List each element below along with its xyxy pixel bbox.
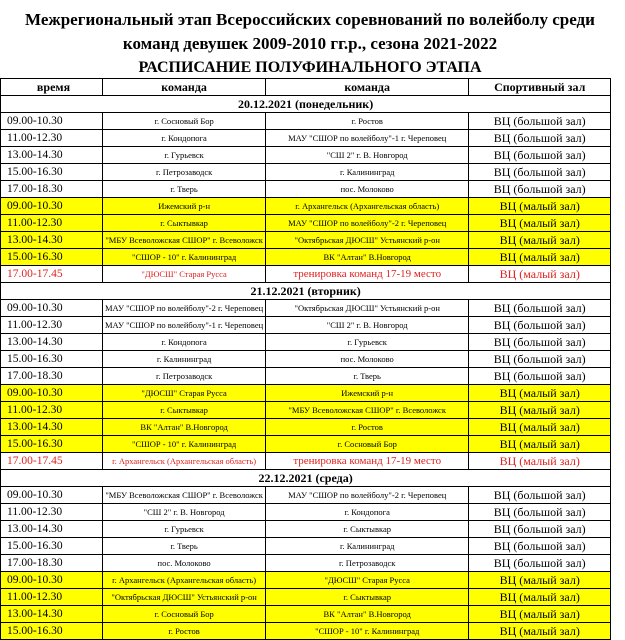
team1-cell[interactable]: "МБУ Всеволожская СШОР" г. Всеволожск	[103, 232, 266, 249]
team2-cell[interactable]: пос. Молоково	[266, 351, 469, 368]
team1-cell[interactable]: "СШОР - 10" г. Калининград	[103, 249, 266, 266]
team2-cell[interactable]: г. Калининград	[266, 538, 469, 555]
team2-cell[interactable]: МАУ "СШОР по волейболу"-2 г. Череповец	[266, 487, 469, 504]
team2-cell[interactable]: Ижемский р-н	[266, 385, 469, 402]
venue-cell[interactable]: ВЦ (большой зал)	[469, 334, 611, 351]
team2-cell[interactable]: МАУ "СШОР по волейболу"-1 г. Череповец	[266, 130, 469, 147]
team2-cell[interactable]: г. Петрозаводск	[266, 555, 469, 572]
team1-cell[interactable]: г. Тверь	[103, 181, 266, 198]
match-row	[0, 368, 611, 385]
match-row	[0, 487, 611, 504]
team2-cell[interactable]: "СШОР - 10" г. Калининград	[266, 623, 469, 640]
venue-cell[interactable]: ВЦ (малый зал)	[469, 385, 611, 402]
team1-cell[interactable]: г. Калининград	[103, 351, 266, 368]
match-row	[0, 215, 611, 232]
match-row	[0, 555, 611, 572]
team1-cell[interactable]: ВК "Алтан" В.Новгород	[103, 419, 266, 436]
match-row	[0, 606, 611, 623]
team1-cell[interactable]: "МБУ Всеволожская СШОР" г. Всеволожск	[103, 487, 266, 504]
match-time-cell[interactable]: 13.00-14.30	[1, 334, 103, 351]
match-row	[0, 351, 611, 368]
team1-cell[interactable]: г. Сосновый Бор	[103, 606, 266, 623]
venue-cell[interactable]: ВЦ (большой зал)	[469, 368, 611, 385]
team1-cell[interactable]: г. Сыктывкар	[103, 402, 266, 419]
match-time-cell[interactable]: 15.00-16.30	[1, 164, 103, 181]
match-row	[0, 521, 611, 538]
venue-cell[interactable]: ВЦ (малый зал)	[469, 453, 611, 470]
match-row	[0, 453, 611, 470]
day-header-row	[0, 283, 611, 300]
venue-column-header[interactable]: Спортивный зал	[469, 79, 611, 96]
match-row	[0, 300, 611, 317]
match-time-cell[interactable]: 11.00-12.30	[1, 130, 103, 147]
match-time-cell[interactable]: 17.00-17.45	[1, 453, 103, 470]
team1-cell[interactable]: пос. Молоково	[103, 555, 266, 572]
venue-cell[interactable]: ВЦ (малый зал)	[469, 402, 611, 419]
match-row	[0, 436, 611, 453]
day-header-row	[0, 470, 611, 487]
team2-cell[interactable]: г. Сосновый Бор	[266, 436, 469, 453]
match-time-cell[interactable]: 11.00-12.30	[1, 589, 103, 606]
day-date-cell[interactable]: 20.12.2021 (понедельник)	[1, 96, 611, 113]
team2-cell[interactable]: МАУ "СШОР по волейболу"-2 г. Череповец	[266, 215, 469, 232]
match-row	[0, 164, 611, 181]
team2-cell[interactable]: "СШ 2" г. В. Новгород	[266, 147, 469, 164]
team1-cell[interactable]: г. Ростов	[103, 623, 266, 640]
venue-cell[interactable]: ВЦ (большой зал)	[469, 317, 611, 334]
team2-cell[interactable]: г. Архангельск (Архангельская область)	[266, 198, 469, 215]
venue-cell[interactable]: ВЦ (малый зал)	[469, 572, 611, 589]
team2-column-header[interactable]: команда	[266, 79, 469, 96]
match-time-cell[interactable]: 09.00-10.30	[1, 572, 103, 589]
match-row	[0, 198, 611, 215]
venue-cell[interactable]: ВЦ (большой зал)	[469, 521, 611, 538]
venue-cell[interactable]: ВЦ (большой зал)	[469, 504, 611, 521]
team2-cell[interactable]: ВК "Алтан" В.Новгород	[266, 249, 469, 266]
venue-cell[interactable]: ВЦ (большой зал)	[469, 113, 611, 130]
team1-cell[interactable]: МАУ "СШОР по волейболу"-1 г. Череповец	[103, 317, 266, 334]
match-time-cell[interactable]: 13.00-14.30	[1, 147, 103, 164]
team1-cell[interactable]: г. Петрозаводск	[103, 164, 266, 181]
venue-cell[interactable]: ВЦ (большой зал)	[469, 538, 611, 555]
team1-cell[interactable]: "СШОР - 10" г. Калининград	[103, 436, 266, 453]
venue-cell[interactable]: ВЦ (малый зал)	[469, 249, 611, 266]
header-row	[0, 79, 611, 96]
match-row	[0, 385, 611, 402]
team1-cell[interactable]: "Октябрьская ДЮСШ" Устьянский р-он	[103, 589, 266, 606]
venue-cell[interactable]: ВЦ (малый зал)	[469, 623, 611, 640]
match-time-cell[interactable]: 09.00-10.30	[1, 385, 103, 402]
match-row	[0, 504, 611, 521]
venue-cell[interactable]: ВЦ (малый зал)	[469, 266, 611, 283]
team2-cell[interactable]: г. Сыктывкар	[266, 521, 469, 538]
venue-cell[interactable]: ВЦ (большой зал)	[469, 164, 611, 181]
team2-cell[interactable]: "Октябрьская ДЮСШ" Устьянский р-он	[266, 300, 469, 317]
team1-cell[interactable]: г. Кондопога	[103, 130, 266, 147]
team1-cell[interactable]: г. Сыктывкар	[103, 215, 266, 232]
team2-cell[interactable]: "МБУ Всеволожская СШОР" г. Всеволожск	[266, 402, 469, 419]
team2-cell[interactable]: ВК "Алтан" В.Новгород	[266, 606, 469, 623]
team1-cell[interactable]: "ДЮСШ" Старая Русса	[103, 266, 266, 283]
match-time-cell[interactable]: 09.00-10.30	[1, 487, 103, 504]
match-time-cell[interactable]: 09.00-10.30	[1, 113, 103, 130]
venue-cell[interactable]: ВЦ (большой зал)	[469, 181, 611, 198]
team1-cell[interactable]: г. Архангельск (Архангельская область)	[103, 453, 266, 470]
match-time-cell[interactable]: 17.00-18.30	[1, 555, 103, 572]
match-row	[0, 266, 611, 283]
schedule-body	[0, 79, 611, 640]
team2-cell[interactable]: г. Гурьевск	[266, 334, 469, 351]
team2-cell[interactable]: тренировка команд 17-19 место	[266, 453, 469, 470]
match-row	[0, 147, 611, 164]
team2-cell[interactable]: "Октябрьская ДЮСШ" Устьянский р-он	[266, 232, 469, 249]
team2-cell[interactable]: "СШ 2" г. В. Новгород	[266, 317, 469, 334]
venue-cell[interactable]: ВЦ (малый зал)	[469, 232, 611, 249]
match-time-cell[interactable]: 09.00-10.30	[1, 198, 103, 215]
team2-cell[interactable]: г. Тверь	[266, 368, 469, 385]
match-time-cell[interactable]: 17.00-18.30	[1, 181, 103, 198]
match-time-cell[interactable]: 11.00-12.30	[1, 504, 103, 521]
venue-cell[interactable]: ВЦ (большой зал)	[469, 487, 611, 504]
match-time-cell[interactable]: 13.00-14.30	[1, 232, 103, 249]
team2-cell[interactable]: г. Калининград	[266, 164, 469, 181]
venue-cell[interactable]: ВЦ (большой зал)	[469, 555, 611, 572]
match-time-cell[interactable]: 17.00-17.45	[1, 266, 103, 283]
team1-cell[interactable]: "СШ 2" г. В. Новгород	[103, 504, 266, 521]
venue-cell[interactable]: ВЦ (малый зал)	[469, 215, 611, 232]
match-time-cell[interactable]: 15.00-16.30	[1, 436, 103, 453]
match-time-cell[interactable]: 15.00-16.30	[1, 351, 103, 368]
match-row	[0, 317, 611, 334]
match-time-cell[interactable]: 11.00-12.30	[1, 317, 103, 334]
schedule-table	[0, 78, 611, 640]
team2-cell[interactable]: г. Кондопога	[266, 504, 469, 521]
match-row	[0, 589, 611, 606]
match-row	[0, 113, 611, 130]
venue-cell[interactable]: ВЦ (малый зал)	[469, 606, 611, 623]
team2-cell[interactable]: г. Ростов	[266, 113, 469, 130]
match-row	[0, 130, 611, 147]
match-time-cell[interactable]: 11.00-12.30	[1, 402, 103, 419]
match-row	[0, 181, 611, 198]
match-row	[0, 572, 611, 589]
team1-cell[interactable]: г. Петрозаводск	[103, 368, 266, 385]
team1-cell[interactable]: г. Кондопога	[103, 334, 266, 351]
match-time-cell[interactable]: 17.00-18.30	[1, 368, 103, 385]
venue-cell[interactable]: ВЦ (большой зал)	[469, 300, 611, 317]
match-time-cell[interactable]: 15.00-16.30	[1, 538, 103, 555]
team1-cell[interactable]: г. Гурьевск	[103, 147, 266, 164]
venue-cell[interactable]: ВЦ (малый зал)	[469, 436, 611, 453]
match-time-cell[interactable]: 15.00-16.30	[1, 623, 103, 640]
match-time-cell[interactable]: 15.00-16.30	[1, 249, 103, 266]
team1-cell[interactable]: "ДЮСШ" Старая Русса	[103, 385, 266, 402]
venue-cell[interactable]: ВЦ (малый зал)	[469, 589, 611, 606]
team2-cell[interactable]: г. Ростов	[266, 419, 469, 436]
match-row	[0, 623, 611, 640]
day-date-cell[interactable]: 21.12.2021 (вторник)	[1, 283, 611, 300]
team2-cell[interactable]: "ДЮСШ" Старая Русса	[266, 572, 469, 589]
match-row	[0, 249, 611, 266]
team1-cell[interactable]: г. Сосновый Бор	[103, 113, 266, 130]
day-date-cell[interactable]: 22.12.2021 (среда)	[1, 470, 611, 487]
venue-cell[interactable]: ВЦ (большой зал)	[469, 130, 611, 147]
team2-cell[interactable]: тренировка команд 17-19 место	[266, 266, 469, 283]
venue-cell[interactable]: ВЦ (большой зал)	[469, 147, 611, 164]
team1-column-header[interactable]: команда	[103, 79, 266, 96]
match-time-cell[interactable]: 13.00-14.30	[1, 419, 103, 436]
venue-cell[interactable]: ВЦ (малый зал)	[469, 419, 611, 436]
match-row	[0, 402, 611, 419]
match-time-cell[interactable]: 13.00-14.30	[1, 606, 103, 623]
match-row	[0, 538, 611, 555]
team1-cell[interactable]: МАУ "СШОР по волейболу"-2 г. Череповец	[103, 300, 266, 317]
schedule-subtitle: РАСПИСАНИЕ ПОЛУФИНАЛЬНОГО ЭТАПА	[138, 59, 482, 76]
team1-cell[interactable]: Ижемский р-н	[103, 198, 266, 215]
day-header-row	[0, 96, 611, 113]
match-row	[0, 334, 611, 351]
time-column-header[interactable]: время	[1, 79, 103, 96]
team1-cell[interactable]: г. Гурьевск	[103, 521, 266, 538]
team1-cell[interactable]: г. Архангельск (Архангельская область)	[103, 572, 266, 589]
match-time-cell[interactable]: 09.00-10.30	[1, 300, 103, 317]
match-row	[0, 232, 611, 249]
document-title: Межрегиональный этап Всероссийских соревнований по волейболу среди команд девушек 2009-2010 гг.р., сезона 2021-2022	[25, 10, 595, 53]
team2-cell[interactable]: пос. Молоково	[266, 181, 469, 198]
team1-cell[interactable]: г. Тверь	[103, 538, 266, 555]
match-time-cell[interactable]: 11.00-12.30	[1, 215, 103, 232]
match-time-cell[interactable]: 13.00-14.30	[1, 521, 103, 538]
venue-cell[interactable]: ВЦ (большой зал)	[469, 351, 611, 368]
team2-cell[interactable]: г. Сыктывкар	[266, 589, 469, 606]
match-row	[0, 419, 611, 436]
venue-cell[interactable]: ВЦ (малый зал)	[469, 198, 611, 215]
